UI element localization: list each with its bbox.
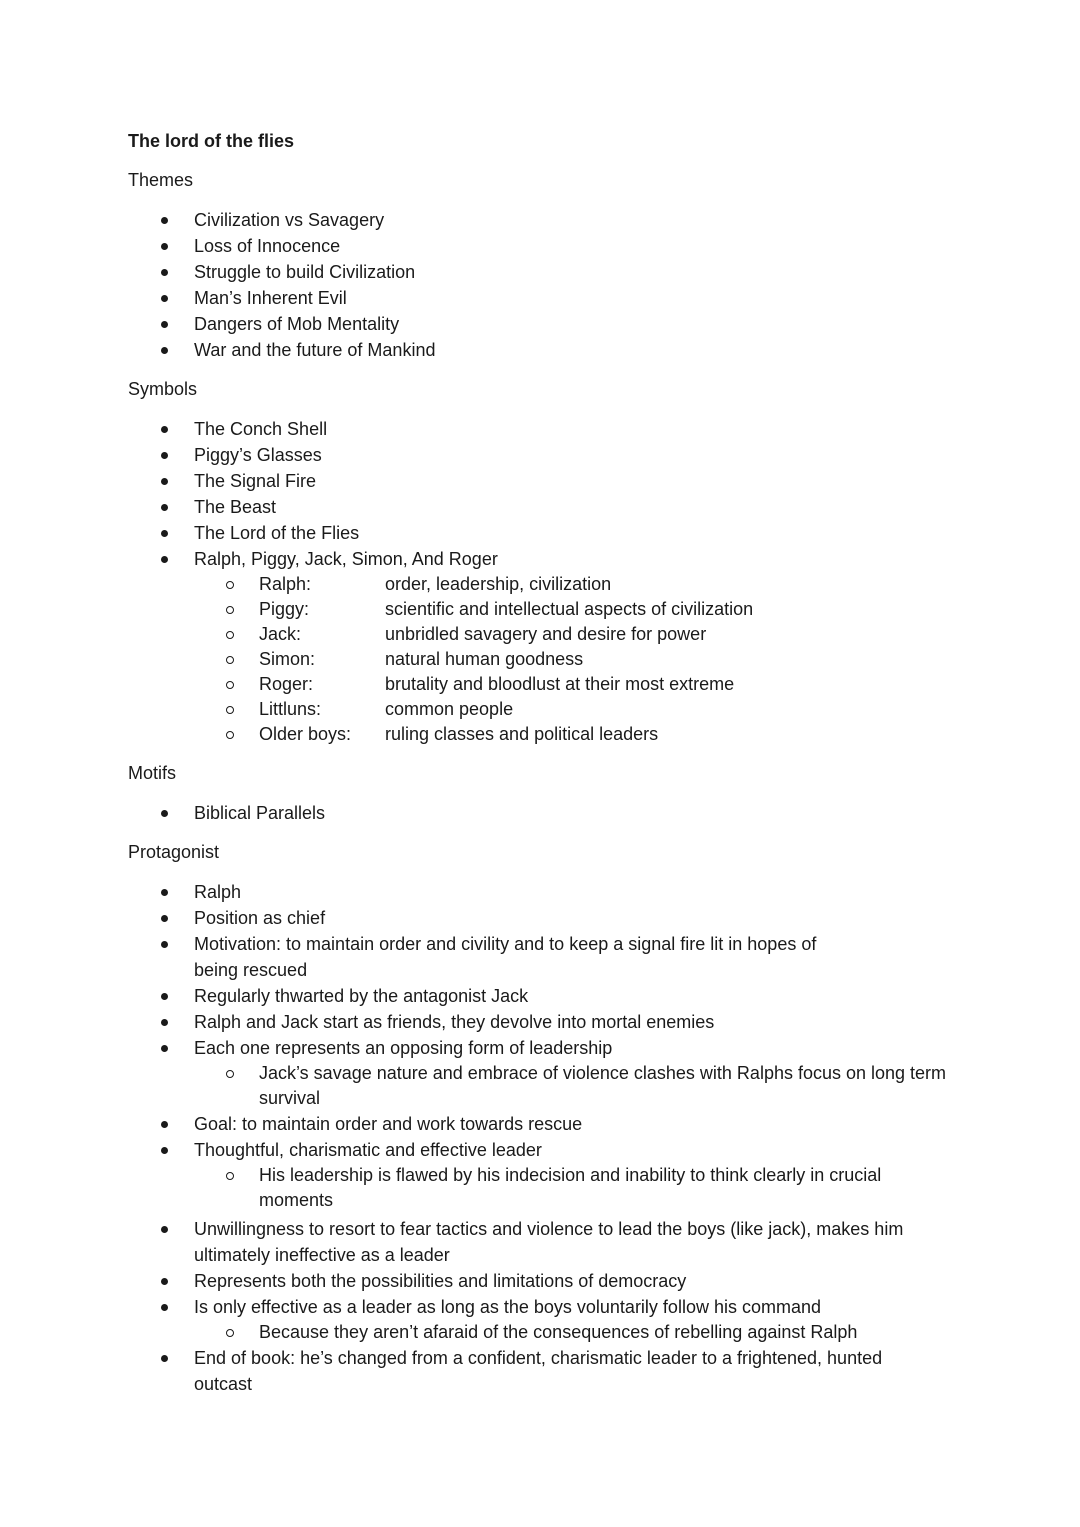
character-meaning: ruling classes and political leaders — [385, 724, 659, 744]
list-item: End of book: he’s changed from a confident, charismatic leader to a frightened, hunted outcast — [128, 1345, 988, 1397]
list-item: Man’s Inherent Evil — [128, 285, 988, 311]
list-item — [128, 546, 988, 747]
list-item: The Conch Shell — [128, 416, 988, 442]
list-item: The Beast — [128, 494, 988, 520]
character-symbol-row — [128, 672, 988, 697]
list-item-text: Each one represents an opposing form of leadership — [194, 1038, 613, 1058]
motifs-list — [128, 800, 988, 826]
list-item: Goal: to maintain order and work towards rescue — [128, 1111, 988, 1137]
character-symbol-row — [128, 597, 988, 622]
list-item: Piggy’s Glasses — [128, 442, 988, 468]
list-item — [128, 1137, 988, 1213]
sub-list — [128, 1061, 988, 1111]
character-name: Piggy: — [259, 599, 310, 619]
list-item-text: Ralph, Piggy, Jack, Simon, And Roger — [194, 549, 498, 569]
list-item: Struggle to build Civilization — [128, 259, 988, 285]
list-item: Biblical Parallels — [128, 800, 988, 826]
list-item: Position as chief — [128, 905, 988, 931]
character-symbol-row — [128, 697, 988, 722]
document-page — [128, 128, 988, 1410]
character-meaning: order, leadership, civilization — [385, 574, 612, 594]
list-item: Ralph — [128, 879, 988, 905]
character-meaning: scientific and intellectual aspects of civilization — [385, 599, 754, 619]
sub-list-item: Jack’s savage nature and embrace of violence clashes with Ralphs focus on long term survival — [128, 1061, 988, 1111]
list-item: The Lord of the Flies — [128, 520, 988, 546]
character-meaning: common people — [385, 699, 514, 719]
character-meaning: natural human goodness — [385, 649, 584, 669]
character-name: Older boys: — [259, 724, 352, 744]
themes-list — [128, 207, 988, 363]
motifs-heading: Motifs — [128, 763, 177, 783]
character-name: Ralph: — [259, 574, 312, 594]
character-name: Jack: — [259, 624, 302, 644]
character-symbol-list — [128, 572, 988, 747]
character-symbol-row — [128, 647, 988, 672]
protagonist-list — [128, 879, 988, 1397]
list-item-text: Is only effective as a leader as long as the boys voluntarily follow his command — [194, 1297, 821, 1317]
sub-list-item: Because they aren’t afaraid of the consequences of rebelling against Ralph — [128, 1320, 988, 1345]
character-symbol-row — [128, 572, 988, 597]
list-item: Ralph and Jack start as friends, they devolve into mortal enemies — [128, 1009, 988, 1035]
character-name: Roger: — [259, 674, 314, 694]
list-item: Motivation: to maintain order and civility and to keep a signal fire lit in hopes of being rescued — [128, 931, 988, 983]
list-item: War and the future of Mankind — [128, 337, 988, 363]
list-item: Unwillingness to resort to fear tactics and violence to lead the boys (like jack), makes him ultimately ineffective as a leader — [128, 1216, 988, 1268]
themes-heading: Themes — [128, 170, 194, 190]
character-symbol-row — [128, 722, 988, 747]
list-item: Loss of Innocence — [128, 233, 988, 259]
sub-list — [128, 1320, 988, 1345]
protagonist-heading: Protagonist — [128, 842, 220, 862]
character-meaning: unbridled savagery and desire for power — [385, 624, 707, 644]
list-item-text: Thoughtful, charismatic and effective leader — [194, 1140, 542, 1160]
list-item: The Signal Fire — [128, 468, 988, 494]
document-title: The lord of the flies — [128, 131, 295, 151]
list-item — [128, 1294, 988, 1345]
sub-list — [128, 1163, 988, 1213]
list-item: Represents both the possibilities and limitations of democracy — [128, 1268, 988, 1294]
list-item: Dangers of Mob Mentality — [128, 311, 988, 337]
character-name: Littluns: — [259, 699, 322, 719]
list-item — [128, 1035, 988, 1111]
symbols-list — [128, 416, 988, 747]
symbols-heading: Symbols — [128, 379, 198, 399]
character-meaning: brutality and bloodlust at their most extreme — [385, 674, 735, 694]
sub-list-item: His leadership is flawed by his indecision and inability to think clearly in crucial moments — [128, 1163, 988, 1213]
list-item: Regularly thwarted by the antagonist Jack — [128, 983, 988, 1009]
character-symbol-row — [128, 622, 988, 647]
character-name: Simon: — [259, 649, 316, 669]
list-item: Civilization vs Savagery — [128, 207, 988, 233]
